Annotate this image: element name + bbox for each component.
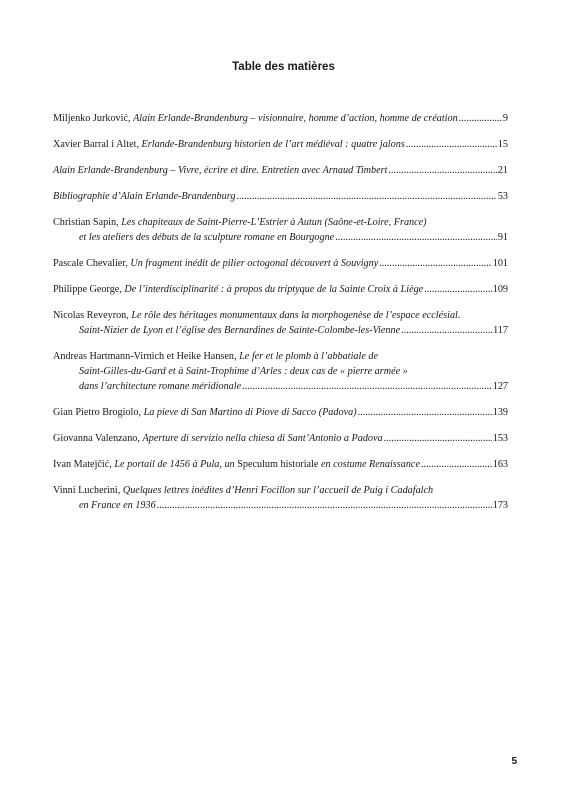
toc-text-run: Philippe George,: [53, 284, 125, 295]
dot-leader: [236, 189, 496, 204]
toc-text-run: Bibliographie d’Alain Erlande-Brandenburg: [53, 191, 236, 202]
toc-line-text: [79, 230, 334, 245]
toc-line: [53, 215, 508, 230]
dot-leader: [406, 137, 497, 152]
toc-entry: [53, 405, 508, 420]
toc-text-run: Le rôle des héritages monumentaux dans la morphogenèse de l’espace ecclésial.: [131, 310, 461, 321]
dot-leader: [335, 230, 497, 245]
toc-line: [53, 483, 508, 498]
toc-line-text: [53, 405, 357, 420]
toc-line: [53, 364, 508, 379]
toc-text-run: Andreas Hartmann-Virnich et Heike Hansen,: [53, 351, 240, 362]
toc-page-number: 91: [497, 232, 508, 243]
toc-text-run: Alain Erlande-Brandenburg – visionnaire, homme d’action, homme de création: [133, 113, 458, 124]
toc-line-text: [53, 349, 378, 364]
toc-text-run: Quelques lettres inédites d’Henri Focillon sur l’accueil de Puig i Cadafalch: [122, 485, 434, 496]
toc-line: [53, 111, 508, 126]
toc-line: [53, 323, 508, 338]
toc-line-text: [53, 282, 423, 297]
toc-page-number: 21: [497, 165, 508, 176]
toc-page-number: 109: [492, 284, 508, 295]
toc-text-run: en costume Renaissance: [318, 459, 420, 470]
toc-page-number: 53: [497, 191, 508, 202]
toc-page-number: 127: [492, 381, 508, 392]
toc-line: [53, 431, 508, 446]
toc-page-number: 173: [492, 500, 508, 511]
dot-leader: [401, 323, 492, 338]
toc-line-text: [53, 111, 458, 126]
toc-entry: [53, 189, 508, 204]
toc-entry: [53, 457, 508, 472]
dot-leader: [379, 256, 491, 271]
toc-text-run: Erlande-Brandenburg historien de l’art médiéval : quatre jalons: [141, 139, 405, 150]
dot-leader: [242, 379, 492, 394]
table-of-contents: [53, 111, 508, 524]
toc-text-run: Le fer et le plomb à l’abbatiale de: [239, 351, 379, 362]
toc-line: [53, 457, 508, 472]
toc-line-text: [79, 364, 408, 379]
toc-line: [53, 189, 508, 204]
dot-leader: [459, 111, 502, 126]
toc-line-text: [53, 163, 387, 178]
toc-page-number: 139: [492, 407, 508, 418]
toc-text-run: Vinni Lucherini,: [53, 485, 123, 496]
toc-line: [53, 163, 508, 178]
toc-text-run: Un fragment inédit de pilier octogonal découvert à Souvigny: [130, 258, 379, 269]
toc-page-number: 153: [492, 433, 508, 444]
toc-page-number: 101: [492, 258, 508, 269]
toc-line: [53, 230, 508, 245]
toc-text-run: Ivan Matejčić,: [53, 459, 115, 470]
toc-page-number: 15: [497, 139, 508, 150]
toc-line-text: [79, 379, 241, 394]
toc-text-run: Saint-Gilles-du-Gard et à Saint-Trophime d’Arles : deux cas de « pierre armée »: [79, 366, 408, 377]
toc-text-run: Giovanna Valenzano,: [53, 433, 143, 444]
toc-text-run: De l’interdisciplinarité : à propos du triptyque de la Sainte Croix à Liège: [124, 284, 424, 295]
toc-entry: [53, 163, 508, 178]
toc-entry: [53, 349, 508, 394]
page-number: 5: [511, 756, 517, 767]
toc-line-text: [53, 431, 383, 446]
toc-entry: [53, 431, 508, 446]
dot-leader: [358, 405, 492, 420]
toc-line: [53, 405, 508, 420]
toc-text-run: Gian Pietro Brogiolo,: [53, 407, 144, 418]
toc-text-run: dans l’architecture romane méridionale: [79, 381, 242, 392]
toc-line-text: [53, 256, 378, 271]
toc-page-number: 117: [493, 325, 508, 336]
toc-text-run: Aperture di servizio nella chiesa di Sant’Antonio a Padova: [142, 433, 383, 444]
toc-entry: [53, 308, 508, 338]
toc-text-run: Miljenko Jurković,: [53, 113, 134, 124]
toc-text-run: Speculum historiale: [237, 459, 319, 470]
toc-page-number: 163: [492, 459, 508, 470]
toc-line-text: [53, 308, 460, 323]
dot-leader: [421, 457, 492, 472]
toc-entry: [53, 483, 508, 513]
toc-line-text: [53, 457, 420, 472]
toc-entry: [53, 256, 508, 271]
toc-line: [53, 137, 508, 152]
toc-text-run: Alain Erlande-Brandenburg – Vivre, écrire et dire. Entretien avec Arnaud Timbert: [53, 165, 388, 176]
toc-entry: [53, 137, 508, 152]
toc-line: [53, 308, 508, 323]
toc-line: [53, 349, 508, 364]
toc-line-text: [53, 189, 235, 204]
toc-text-run: et les ateliers des débuts de la sculpture romane en Bourgogne: [79, 232, 335, 243]
toc-line-text: [53, 483, 433, 498]
toc-text-run: Les chapiteaux de Saint-Pierre-L’Estrier à Autun (Saône-et-Loire, France): [121, 217, 427, 228]
dot-leader: [157, 498, 492, 513]
toc-text-run: Le portail de 1456 à Pula, un: [114, 459, 238, 470]
page-title: Table des matières: [232, 61, 335, 73]
toc-line-text: [53, 215, 427, 230]
toc-line: [53, 256, 508, 271]
toc-text-run: en France en 1936: [79, 500, 156, 511]
toc-text-run: La pieve di San Martino di Piove di Sacco (Padova): [143, 407, 357, 418]
dot-leader: [388, 163, 496, 178]
toc-entry: [53, 282, 508, 297]
toc-line: [53, 498, 508, 513]
toc-text-run: Saint-Nizier de Lyon et l’église des Bernardines de Sainte-Colombe-les-Vienne: [79, 325, 401, 336]
dot-leader: [384, 431, 492, 446]
toc-line-text: [79, 323, 400, 338]
toc-text-run: Nicolas Reveyron,: [53, 310, 132, 321]
toc-page-number: 9: [502, 113, 508, 124]
toc-line-text: [79, 498, 156, 513]
toc-text-run: Pascale Chevalier,: [53, 258, 131, 269]
toc-entry: [53, 215, 508, 245]
toc-text-run: Christian Sapin,: [53, 217, 122, 228]
dot-leader: [424, 282, 492, 297]
toc-line: [53, 282, 508, 297]
toc-line-text: [53, 137, 405, 152]
toc-line: [53, 379, 508, 394]
toc-entry: [53, 111, 508, 126]
toc-text-run: Xavier Barral i Altet,: [53, 139, 142, 150]
